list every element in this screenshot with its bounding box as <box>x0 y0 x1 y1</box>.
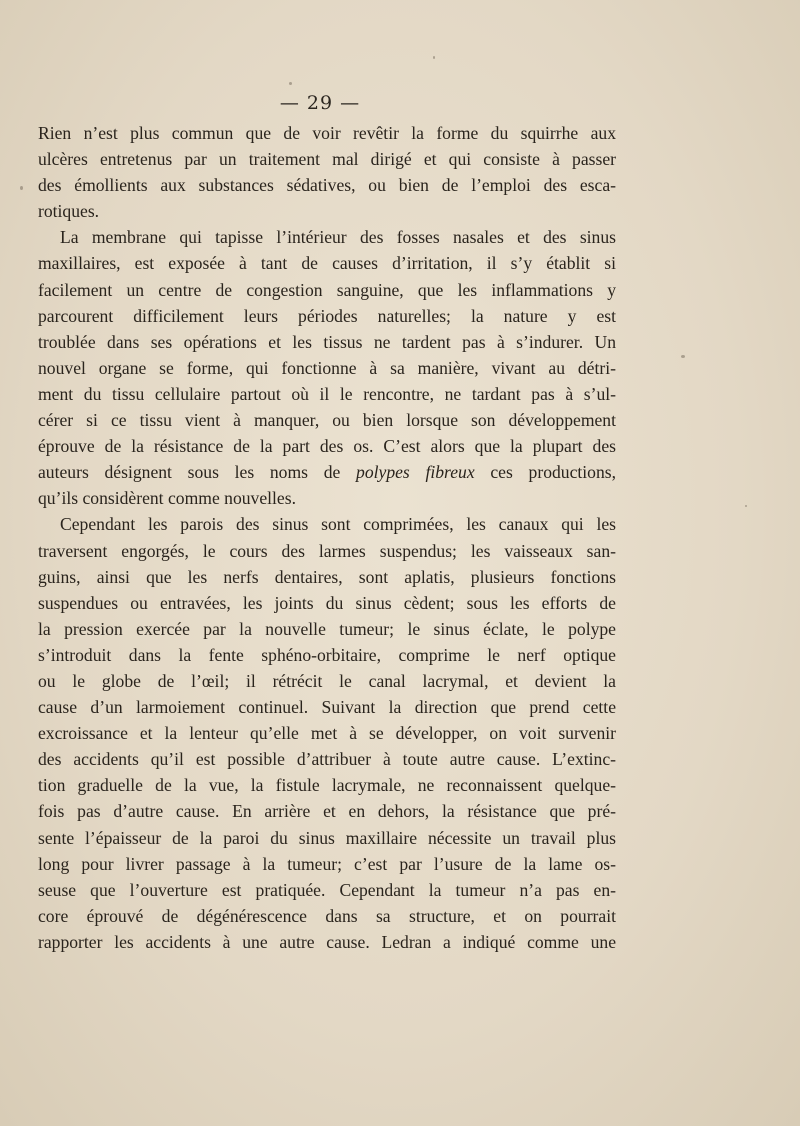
text-line: éprouve de la résistance de la part des os. C’est alors que la plupart des <box>38 436 616 457</box>
text-line: facilement un centre de congestion sanguine, que les inflammations y <box>38 279 616 300</box>
text-line: excroissance et la lenteur qu’elle met à se développer, on voit survenir <box>38 723 616 744</box>
paper-speck <box>289 82 292 85</box>
text-line: auteurs désignent sous les noms de polypes fibreux ces productions, <box>38 462 617 483</box>
paper-speck <box>745 505 747 507</box>
text-line: traversent engorgés, le cours des larmes suspendus; les vaisseaux san- <box>38 540 616 561</box>
text-line: ulcères entretenus par un traitement mal dirigé et qui consiste à passer <box>38 149 616 170</box>
body-text <box>38 120 616 955</box>
text-line: sente l’épaisseur de la paroi du sinus maxillaire nécessite un travail plus <box>38 827 616 848</box>
paper-speck <box>681 355 685 358</box>
emphasized-term: polypes fibreux <box>356 462 475 483</box>
text-line: ou le globe de l’œil; il rétrécit le canal lacrymal, et devient la <box>38 670 616 691</box>
paper-speck <box>20 186 23 190</box>
text-line: la pression exercée par la nouvelle tumeur; le sinus éclate, le polype <box>38 618 616 639</box>
page-number: — 29 — <box>279 92 361 114</box>
text-line: long pour livrer passage à la tumeur; c’est par l’usure de la lame os- <box>38 853 616 874</box>
text-line: seuse que l’ouverture est pratiquée. Cependant la tumeur n’a pas en- <box>38 879 616 900</box>
text-line: guins, ainsi que les nerfs dentaires, sont aplatis, plusieurs fonctions <box>38 566 616 587</box>
text-line: tion graduelle de la vue, la fistule lacrymale, ne reconnaissent quelque- <box>38 775 616 796</box>
text-line: Rien n’est plus commun que de voir revêtir la forme du squirrhe aux <box>38 123 616 143</box>
text-line: rotiques. <box>38 201 100 222</box>
text-line: Cependant les parois des sinus sont comprimées, les canaux qui les <box>60 514 616 535</box>
text-line: ment du tissu cellulaire partout où il le rencontre, ne tardant pas à s’ul- <box>38 383 616 404</box>
paper-speck <box>433 56 435 59</box>
text-line: maxillaires, est exposée à tant de causes d’irritation, il s’y établit si <box>38 253 616 274</box>
text-line: core éprouvé de dégénérescence dans sa structure, et on pourrait <box>38 905 616 926</box>
text-line: cérer si ce tissu vient à manquer, ou bien lorsque son développement <box>38 410 616 431</box>
text-line: parcourent difficilement leurs périodes naturelles; la nature y est <box>38 305 616 326</box>
text-line: qu’ils considèrent comme nouvelles. <box>38 488 296 509</box>
text-line: suspendues ou entravées, les joints du sinus cèdent; sous les efforts de <box>38 592 616 613</box>
text-line: La membrane qui tapisse l’intérieur des fosses nasales et des sinus <box>60 227 616 248</box>
text-line: fois pas d’autre cause. En arrière et en dehors, la résistance que pré- <box>38 801 616 822</box>
text-line: nouvel organe se forme, qui fonctionne à sa manière, vivant au détri- <box>38 357 616 378</box>
text-line: troublée dans ses opérations et les tissus ne tardent pas à s’indurer. Un <box>38 331 616 352</box>
text-line: cause d’un larmoiement continuel. Suivant la direction que prend cette <box>38 697 616 718</box>
text-line: des accidents qu’il est possible d’attribuer à toute autre cause. L’extinc- <box>38 749 616 770</box>
text-line: rapporter les accidents à une autre cause. Ledran a indiqué comme une <box>38 931 616 952</box>
text-line: s’introduit dans la fente sphéno-orbitaire, comprime le nerf optique <box>38 644 616 665</box>
text-line: des émollients aux substances sédatives, ou bien de l’emploi des esca- <box>38 175 616 196</box>
